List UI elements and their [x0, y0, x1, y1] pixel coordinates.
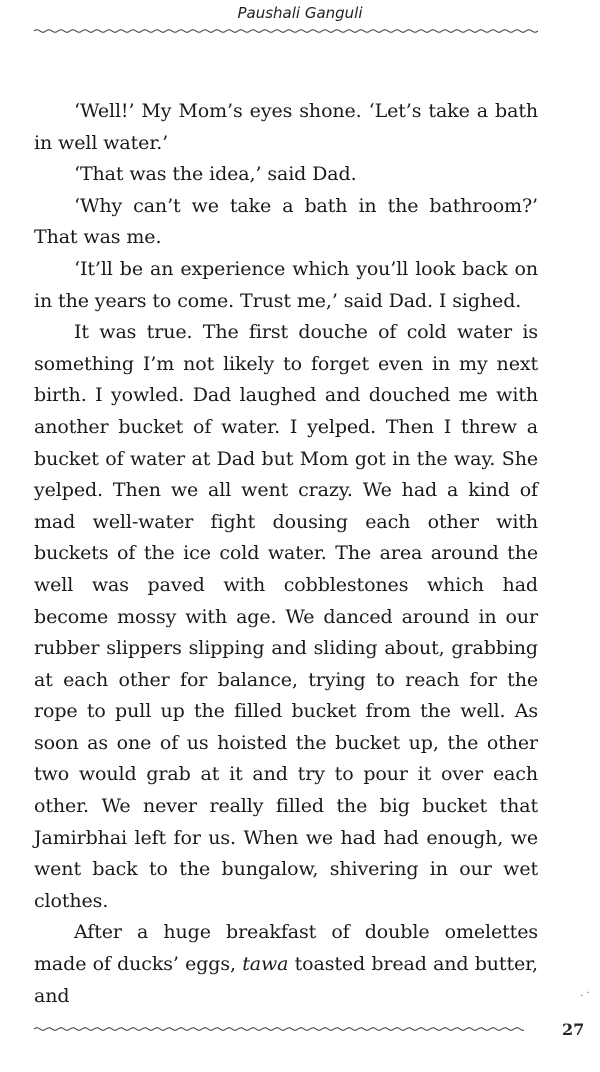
italic-word: tawa — [242, 953, 289, 976]
bottom-wavy-rule — [34, 1026, 524, 1032]
paragraph-text: After a huge breakfast of double omelettes made of ducks’ eggs, — [34, 921, 538, 976]
body-text — [34, 96, 538, 1012]
paragraph: ‘Well!’ My Mom’s eyes shone. ‘Let’s take a bath in well water.’ — [34, 100, 538, 154]
paragraph: It was true. The first douche of cold water is something I’m not likely to forget even in my next birth. I yowled. Dad laughed and douched me with another bucket of water. I yelped. Then I threw a bucket of water at Dad but Mom got in the way. She yelped. Then we all went crazy. We had a kind of mad well-water fight dousing each other with buckets of the ice cold water. The area around the well was paved with cobblestones which had become mossy with age. We danced around in our rubber slippers slipping and sliding about, grabbing at each other for balance, trying to reach for the rope to pull up the filled bucket from the well. As soon as one of us hoisted the bucket up, the other two would grab at it and try to pour it over each other. We never really filled the big bucket that Jamirbhai left for us. When we had had enough, we went back to the bungalow, shivering in our wet clothes. — [34, 321, 538, 912]
page-number: 27 — [562, 1020, 585, 1039]
top-wavy-rule — [34, 28, 538, 34]
paragraph-last — [34, 917, 538, 1012]
paragraph-text: toasted bread and butter, and — [34, 953, 538, 1007]
running-head-author: Paushali Ganguli — [237, 4, 363, 22]
print-specks: . · — [580, 988, 590, 999]
paragraph: ‘That was the idea,’ said Dad. — [74, 163, 357, 186]
paragraph: ‘It’ll be an experience which you’ll look back on in the years to come. Trust me,’ said Dad. I sighed. — [34, 257, 538, 312]
paragraph: ‘Why can’t we take a bath in the bathroom?’ That was me. — [34, 194, 538, 249]
